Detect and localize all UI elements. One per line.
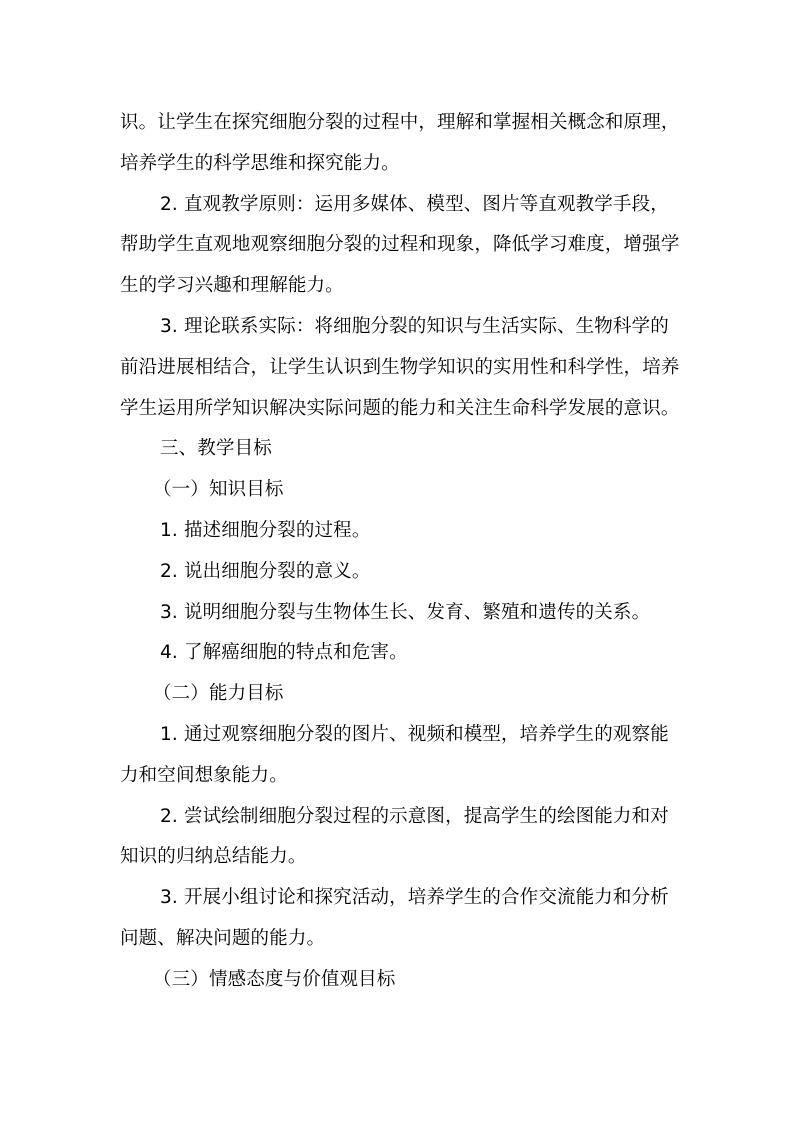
text-line: 问题、解决问题的能力。 (120, 927, 326, 949)
subheading-knowledge-goals (120, 470, 680, 511)
document-body (120, 103, 680, 1001)
text-line: 1. 通过观察细胞分裂的图片、视频和模型，培养学生的观察能 (160, 723, 669, 745)
text-line: 培养学生的科学思维和探究能力。 (120, 152, 400, 174)
paragraph-principle-3 (120, 307, 680, 429)
text-line: 3. 理论联系实际：将细胞分裂的知识与生活实际、生物科学的 (160, 315, 669, 337)
list-item-knowledge-4 (120, 633, 680, 674)
text-line: 生的学习兴趣和理解能力。 (120, 275, 344, 297)
list-item-ability-3 (120, 878, 680, 960)
subheading-emotion-values-goals (120, 960, 680, 1001)
subheading-ability-goals (120, 674, 680, 715)
text-line: 2. 直观教学原则：运用多媒体、模型、图片等直观教学手段， (160, 193, 669, 215)
text-line: 2. 说出细胞分裂的意义。 (160, 560, 371, 582)
paragraph-intro-continuation (120, 103, 680, 185)
list-item-ability-2 (120, 797, 680, 879)
text-line: 帮助学生直观地观察细胞分裂的过程和现象，降低学习难度，增强学 (120, 234, 680, 256)
text-line: 前沿进展相结合，让学生认识到生物学知识的实用性和科学性，培养 (120, 356, 680, 378)
text-line: 知识的归纳总结能力。 (120, 846, 307, 868)
text-line: 4. 了解癌细胞的特点和危害。 (160, 642, 408, 664)
text-line: 学生运用所学知识解决实际问题的能力和关注生命科学发展的意识。 (120, 397, 680, 419)
text-line: 力和空间想象能力。 (120, 764, 288, 786)
list-item-knowledge-1 (120, 511, 680, 552)
list-item-knowledge-3 (120, 593, 680, 634)
section-heading-teaching-goals (120, 429, 680, 470)
list-item-ability-1 (120, 715, 680, 797)
text-line: 1. 描述细胞分裂的过程。 (160, 519, 371, 541)
paragraph-principle-2 (120, 185, 680, 307)
list-item-knowledge-2 (120, 552, 680, 593)
text-line: 3. 说明细胞分裂与生物体生长、发育、繁殖和遗传的关系。 (160, 601, 651, 623)
heading-text: （二）能力目标 (153, 683, 284, 705)
text-line: 3. 开展小组讨论和探究活动，培养学生的合作交流能力和分析 (160, 887, 669, 909)
heading-text: （一）知识目标 (153, 479, 284, 501)
text-line: 识。让学生在探究细胞分裂的过程中，理解和掌握相关概念和原理， (120, 112, 680, 133)
text-line: 2. 尝试绘制细胞分裂过程的示意图，提高学生的绘图能力和对 (160, 805, 669, 827)
heading-text: 三、教学目标 (160, 438, 272, 460)
heading-text: （三）情感态度与价值观目标 (153, 968, 396, 990)
